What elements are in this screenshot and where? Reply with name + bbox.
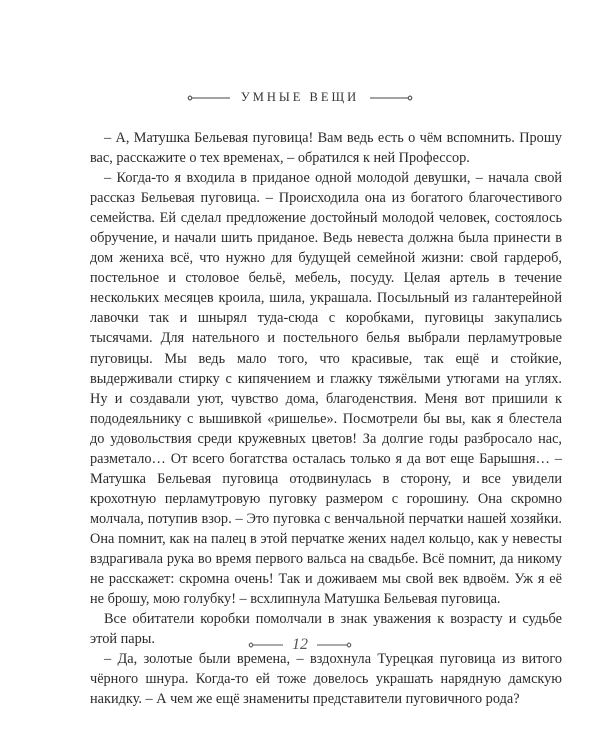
running-header [0,90,600,105]
flourish-left-icon [248,640,284,650]
header-title: УМНЫЕ ВЕЩИ [240,90,360,104]
paragraph: – А, Матушка Бельевая пуговица! Вам ведь есть о чём вспомнить. Прошу вас, расскажите о тех временах, – обратился к ней Профессор. [90,130,562,167]
body-text [90,128,562,709]
paragraph: Все обитатели коробки помолчали в знак уважения к возрасту и судьбе этой пары. [90,611,562,648]
flourish-right-icon [369,93,413,103]
flourish-right-icon [316,640,352,650]
paragraph: – Да, золотые были времена, – вздохнула Турецкая пуговица из витого чёрного шнура. Когда-то ей тоже довелось украшать нарядную дамскую накидку. – А чем же ещё знамениты представители пуговичного рода? [90,651,562,708]
page-number: 12 [292,636,308,653]
paragraph: – Когда-то я входила в приданое одной молодой девушки, – начала свой рассказ Бельевая пуговица. – Происходила она из богатого благочестивого семейства. Ей сделал предложение достойный молодой человек, состоялось обручение, и начали шить приданое. Ведь невеста должна была принести в дом жениха всё, что нужно для будущей семейной жизни: свой гардероб, постельное и столовое бельё, мебель, посуду. Целая артель в течение нескольких месяцев кроила, шила, украшала. Посыльный из галантерейной лавочки так и шнырял туда-сюда с коробками, пуговицы закупались тысячами. Для нательного и постельного белья выбрали перламутровые пуговицы. Мы ведь мало того, что красивые, так ещё и стойкие, выдерживали стирку с кипячением и глажку тяжёлыми утюгами на углях. Ну и создавали уют, чувство дома, благоденствия. Меня вот пришили к пододеяльнику с вышивкой «ришелье». Посмотрели бы вы, как я блестела до удовольствия среди кружевных цветов! За долгие годы разбросало нас, разметало… От всего богатства осталась только я да вот еще Барышня… – Матушка Бельевая пуговица отодвинулась в сторону, и все увидели крохотную перламутровую пуговку размером с горошину. Она скромно молчала, потупив взор. – Это пуговка с венчальной перчатки нашей хозяйки. Она помнит, как на палец в этой перчатке жених надел кольцо, как у невесты вздрагивала рука во время первого вальса на свадьбе. Всё помнит, да никому не расскажет: скромна очень! Так и доживаем мы свой век вдвоём. Уж я её не брошу, мою голубку! – всхлипнула Матушка Бельевая пуговица. [90,170,562,608]
flourish-left-icon [187,93,231,103]
page-footer [0,636,600,654]
